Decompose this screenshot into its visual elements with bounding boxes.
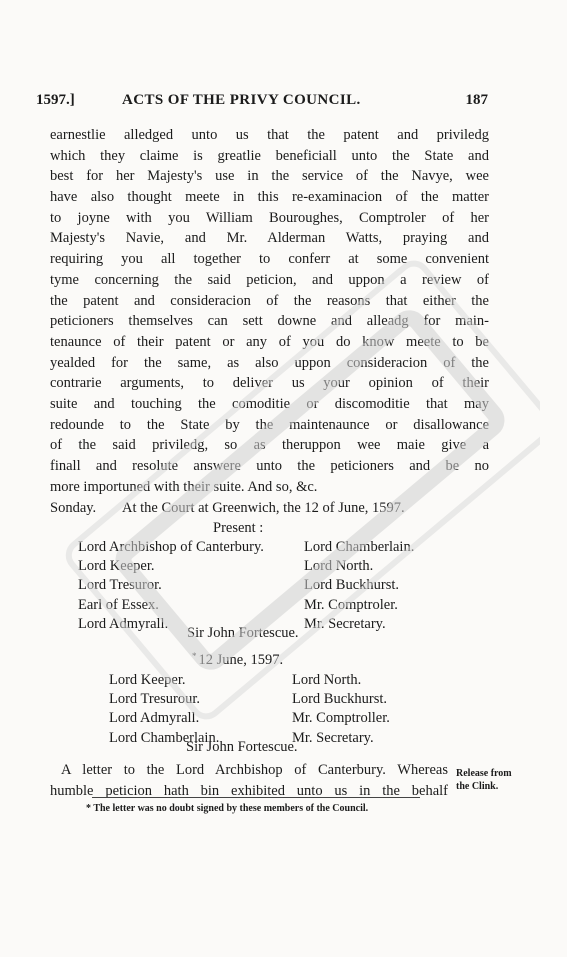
- letter-line: A letter to the Lord Archbishop of Canterbury. Whereas: [61, 762, 448, 778]
- meeting-day: Sonday.: [50, 500, 97, 516]
- body-line: earnestlie alledged unto us that the patent and priviledg: [50, 127, 489, 143]
- body-line: requiring you all together to conferr at some convenient: [50, 251, 489, 268]
- body-line: suite and touching the comoditie or discomoditie that may: [50, 395, 489, 412]
- present-name: Lord Tresuror.: [78, 577, 162, 594]
- page-number: 187: [465, 92, 488, 108]
- signatory-name: Mr. Secretary.: [292, 729, 374, 746]
- present-name: Lord Chamberlain.: [304, 539, 415, 555]
- signatory-name: Mr. Comptroller.: [292, 710, 390, 727]
- body-line: tenaunce of their patent or any of you do know meete to be: [50, 333, 489, 350]
- signatories-date-line: [192, 651, 283, 669]
- body-line: redounde to the State by the maintenaunce or disallowance: [50, 416, 489, 433]
- header-title: ACTS OF THE PRIVY COUNCIL.: [122, 92, 361, 108]
- body-line: the patent and consideracion of the reasons that either the: [50, 292, 489, 309]
- present-name: Lord Keeper.: [78, 558, 155, 575]
- body-line: yealded for the same, as also uppon consideracion of the: [50, 354, 489, 371]
- present-name: Lord Admyrall.: [78, 615, 169, 632]
- present-row: [78, 576, 458, 595]
- body-line: have also thought meete in this re-examinacion of the matter: [50, 189, 489, 206]
- present-name: Lord Archbishop of Canterbury.: [78, 539, 264, 555]
- body-line: to joyne with you William Bouroughes, Comptroler of her: [50, 209, 489, 226]
- signatory-name-last: Sir John Fortescue.: [186, 739, 298, 755]
- signatory-name: Lord Tresurour.: [109, 691, 201, 708]
- footnote-marker: *: [192, 651, 197, 661]
- footnote: * The letter was no doubt signed by these members of the Council.: [86, 803, 369, 814]
- present-name-last: Sir John Fortescue.: [187, 625, 299, 641]
- letter-line: humble peticion hath bin exhibited unto us in the behalf: [50, 782, 448, 799]
- meeting-court: At the Court at Greenwich, the 12 of June, 1597.: [122, 500, 405, 516]
- signatory-name: Lord Keeper.: [109, 672, 186, 688]
- body-line: Majesty's Navie, and Mr. Alderman Watts, praying and: [50, 230, 489, 247]
- body-line: peticioners themselves can sett downe and alleadg for main-: [50, 313, 489, 330]
- header-year: 1597.]: [36, 92, 75, 108]
- present-name: Mr. Comptroler.: [304, 596, 398, 613]
- body-paragraph: [50, 125, 489, 497]
- signatory-name: Lord Buckhurst.: [292, 691, 388, 708]
- present-name: Lord North.: [304, 558, 374, 575]
- margin-note-line: Release from: [456, 768, 512, 779]
- body-line: finall and resolute answere unto the peticioners and be no: [50, 458, 489, 474]
- signatory-name: Lord North.: [292, 672, 362, 688]
- letter-paragraph: [50, 760, 448, 801]
- body-line: more importuned with their suite. And so, &c.: [50, 478, 318, 495]
- signatory-row: [109, 709, 429, 728]
- present-row: [78, 538, 458, 557]
- margin-note-line: the Clink.: [456, 781, 499, 792]
- body-line: tyme concerning the said peticion, and uppon a review of: [50, 271, 489, 288]
- signatory-row: [109, 690, 429, 709]
- present-name: Lord Buckhurst.: [304, 577, 400, 594]
- present-name: Earl of Essex.: [78, 596, 159, 613]
- running-header: [36, 92, 488, 112]
- signatory-name: Lord Admyrall.: [109, 710, 200, 727]
- body-line: contrarie arguments, to deliver us your opinion of their: [50, 375, 489, 392]
- present-list: [78, 538, 458, 634]
- body-line: best for her Majesty's use in the service of the Navye, wee: [50, 168, 489, 185]
- present-name: Mr. Secretary.: [304, 615, 386, 632]
- body-line: of the said priviledg, so as theruppon wee maie give a: [50, 437, 489, 454]
- signatory-name: Lord Chamberlain.: [109, 729, 220, 746]
- signatories-list: [109, 671, 429, 748]
- footnote-rule: [92, 797, 420, 798]
- margin-note: [456, 767, 556, 793]
- body-line: which they claime is greatlie beneficiall unto the State and: [50, 147, 489, 164]
- signatories-date: 12 June, 1597.: [198, 652, 284, 668]
- present-row: [78, 596, 458, 615]
- present-label: Present :: [213, 520, 264, 536]
- present-row: [78, 557, 458, 576]
- signatory-row: [109, 671, 429, 690]
